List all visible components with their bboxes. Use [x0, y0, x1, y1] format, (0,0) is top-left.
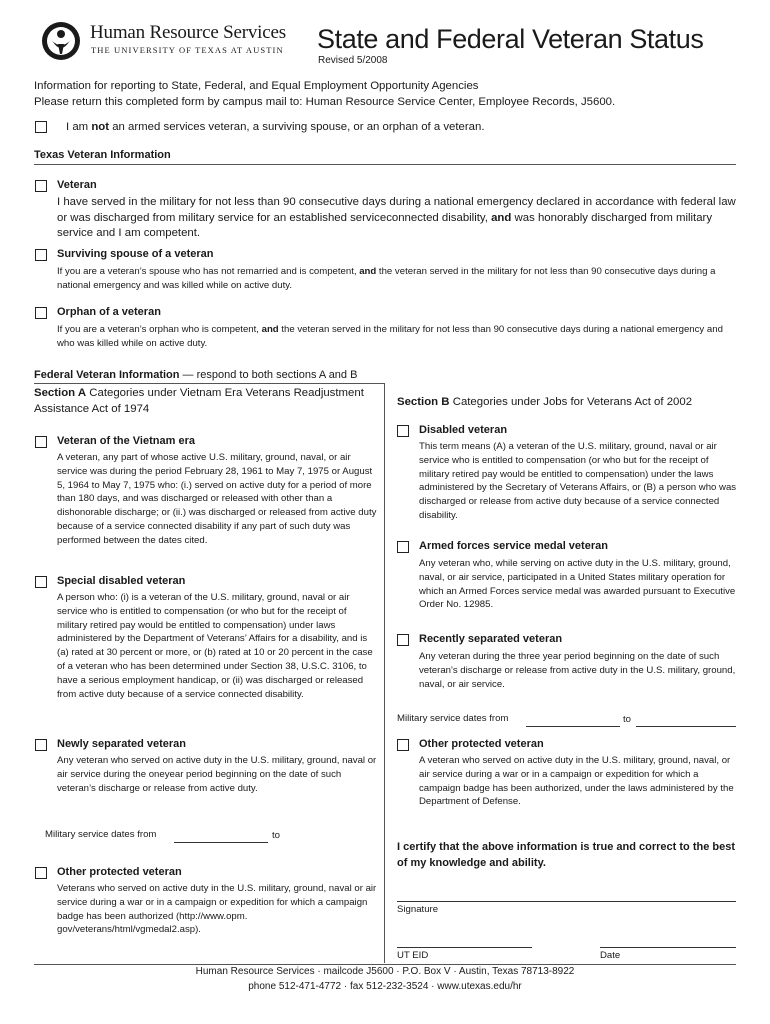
special-disabled-checkbox[interactable]	[35, 576, 47, 588]
section-a-heading: Section A Categories under Vietnam Era Veterans Readjustment Assistance Act of 1974	[34, 387, 364, 415]
footer-contact: phone 512-471-4772 · fax 512-232-3524 · www.utexas.edu/hr	[248, 981, 522, 992]
medal-veteran-checkbox[interactable]	[397, 541, 409, 553]
ut-eid-field[interactable]	[397, 947, 532, 948]
surviving-spouse-checkbox[interactable]	[35, 249, 47, 261]
newly-separated-title: Newly separated veteran	[57, 738, 187, 750]
recently-separated-text: Any veteran during the three year period beginning on the date of such veteran's discharge or release from active duty in the U.S. military, ground, naval, or air service.	[419, 651, 736, 690]
texas-veteran-checkbox[interactable]	[35, 180, 47, 192]
revised-date: Revised 5/2008	[318, 55, 388, 66]
intro-line-1: Information for reporting to State, Federal, and Equal Employment Opportunity Agencies	[34, 80, 479, 92]
texas-veteran-text: I have served in the military for not less than 90 consecutive days during a national emergency declared in accordance with federal law or was discharged from military service for an established serviceconnected disability, and was honorably discharged from military service and I am competent.	[57, 196, 736, 239]
section-b-heading: Section B Categories under Jobs for Veterans Act of 2002	[397, 396, 693, 408]
medal-veteran-text: Any veteran who, while serving on active duty in the U.S. military, ground, naval, or air service, participated in a United States military operation for which an Armed Forces service medal was awarded pursuant to Executive Order No. 12985.	[419, 558, 736, 611]
newly-separated-text: Any veteran who served on active duty in the U.S. military, ground, naval or air service during the oneyear period beginning on the date of such veteran’s discharge or release from active duty.	[57, 755, 377, 794]
section-b-dates-to: to	[623, 714, 632, 725]
org-name: Human Resource Services	[90, 22, 286, 43]
hrs-logo-icon	[40, 20, 82, 62]
section-b-date-from-field[interactable]	[526, 726, 620, 727]
signature-label: Signature	[397, 904, 439, 915]
texas-heading: Texas Veteran Information	[34, 149, 171, 161]
certification-statement: I certify that the above information is true and correct to the best of my knowledge and ability.	[397, 841, 736, 869]
vietnam-era-text: A veteran, any part of whose active U.S. military, ground, naval, or air service was during the period February 28, 1961 to May 7, 1975 or August 5, 1964 to May 7, 1975 who: (i.) served on active duty for a period of more than 180 days, and was discharged or released with other than a dishonorable discharge; or (ii.) was discharged or released from active duty because of a service connected disability if any part of such duty was performed between the dates cited.	[57, 452, 377, 546]
texas-veteran-title: Veteran	[57, 179, 97, 191]
section-b-dates-label: Military service dates from	[397, 713, 509, 724]
date-field[interactable]	[600, 947, 736, 948]
disabled-veteran-checkbox[interactable]	[397, 425, 409, 437]
not-veteran-checkbox[interactable]	[35, 121, 47, 133]
recently-separated-checkbox[interactable]	[397, 634, 409, 646]
ut-eid-label: UT EID	[397, 950, 429, 961]
newly-separated-checkbox[interactable]	[35, 739, 47, 751]
section-a-other-protected-title: Other protected veteran	[57, 866, 182, 878]
texas-heading-rule	[34, 164, 736, 165]
column-divider	[384, 383, 385, 963]
page-title: State and Federal Veteran Status	[317, 24, 704, 54]
date-label: Date	[600, 950, 621, 961]
footer-rule	[34, 964, 736, 965]
surviving-spouse-title: Surviving spouse of a veteran	[57, 248, 214, 260]
federal-heading-rule	[34, 383, 384, 384]
section-b-other-protected-title: Other protected veteran	[419, 738, 544, 750]
orphan-text: If you are a veteran’s orphan who is competent, and the veteran served in the military for not less than 90 consecutive days during a national emergency and who was killed while on active duty.	[57, 324, 723, 349]
section-a-dates-to: to	[272, 830, 281, 841]
vietnam-era-title: Veteran of the Vietnam era	[57, 435, 195, 447]
section-b-date-to-field[interactable]	[636, 726, 736, 727]
vietnam-era-checkbox[interactable]	[35, 436, 47, 448]
disabled-veteran-text: This term means (A) a veteran of the U.S. military, ground, naval or air service who is entitled to compensation (or who but for the receipt of military retired pay would be entitled to compensation) under the laws administered by the Secretary of Veterans Affairs, or (B) a person who was discharged or release from active duty because of a service connected disability.	[419, 441, 737, 521]
section-a-dates-label: Military service dates from	[45, 829, 157, 840]
section-a-date-from-field[interactable]	[174, 842, 268, 843]
section-b-other-protected-checkbox[interactable]	[397, 739, 409, 751]
footer-address: Human Resource Services · mailcode J5600 · P.O. Box V · Austin, Texas 78713-8922	[195, 966, 575, 977]
disabled-veteran-title: Disabled veteran	[419, 424, 508, 436]
signature-field[interactable]	[397, 901, 736, 902]
org-subtitle: THE UNIVERSITY OF TEXAS AT AUSTIN	[91, 45, 284, 55]
special-disabled-title: Special disabled veteran	[57, 575, 186, 587]
surviving-spouse-text: If you are a veteran’s spouse who has not remarried and is competent, and the veteran served in the military for not less than 90 consecutive days during a national emergency and was killed while on active duty.	[57, 266, 716, 291]
intro-line-2: Please return this completed form by campus mail to: Human Resource Service Center, Employee Records, J5600.	[34, 96, 616, 108]
special-disabled-text: A person who: (i) is a veteran of the U.S. military, ground, naval or air service who is entitled to compensation (or who but for the receipt of military retired pay would be entitled to compensation) under laws administered by the Department of Veterans’ Affairs for a disability, and is (a) rated at 30 percent or more, or (b) rated at 10 or 20 percent in the case of a veteran who has been determined under Section 38, U.S.C. 3106, to have a serious employment handicap, or (ii) was discharged or released from active duty because of a service connected disability.	[57, 592, 373, 700]
section-a-other-protected-text: Veterans who served on active duty in the U.S. military, ground, naval or air service during a war or in a campaign or expedition for which a campaign badge has been authorized (http://www.opm. gov/veterans/html/vgmedal2.asp).	[57, 883, 377, 936]
orphan-title: Orphan of a veteran	[57, 306, 161, 318]
section-b-other-protected-text: A veteran who served on active duty in the U.S. military, ground, naval, or air service during a war or in a campaign or expedition for which a campaign badge has been authorized, under the laws administered by the Department of Defense.	[419, 755, 734, 808]
recently-separated-title: Recently separated veteran	[419, 633, 563, 645]
section-a-other-protected-checkbox[interactable]	[35, 867, 47, 879]
not-veteran-label: I am not an armed services veteran, a surviving spouse, or an orphan of a veteran.	[66, 121, 485, 133]
medal-veteran-title: Armed forces service medal veteran	[419, 540, 608, 552]
federal-heading: Federal Veteran Information — respond to both sections A and B	[34, 369, 358, 381]
orphan-checkbox[interactable]	[35, 307, 47, 319]
